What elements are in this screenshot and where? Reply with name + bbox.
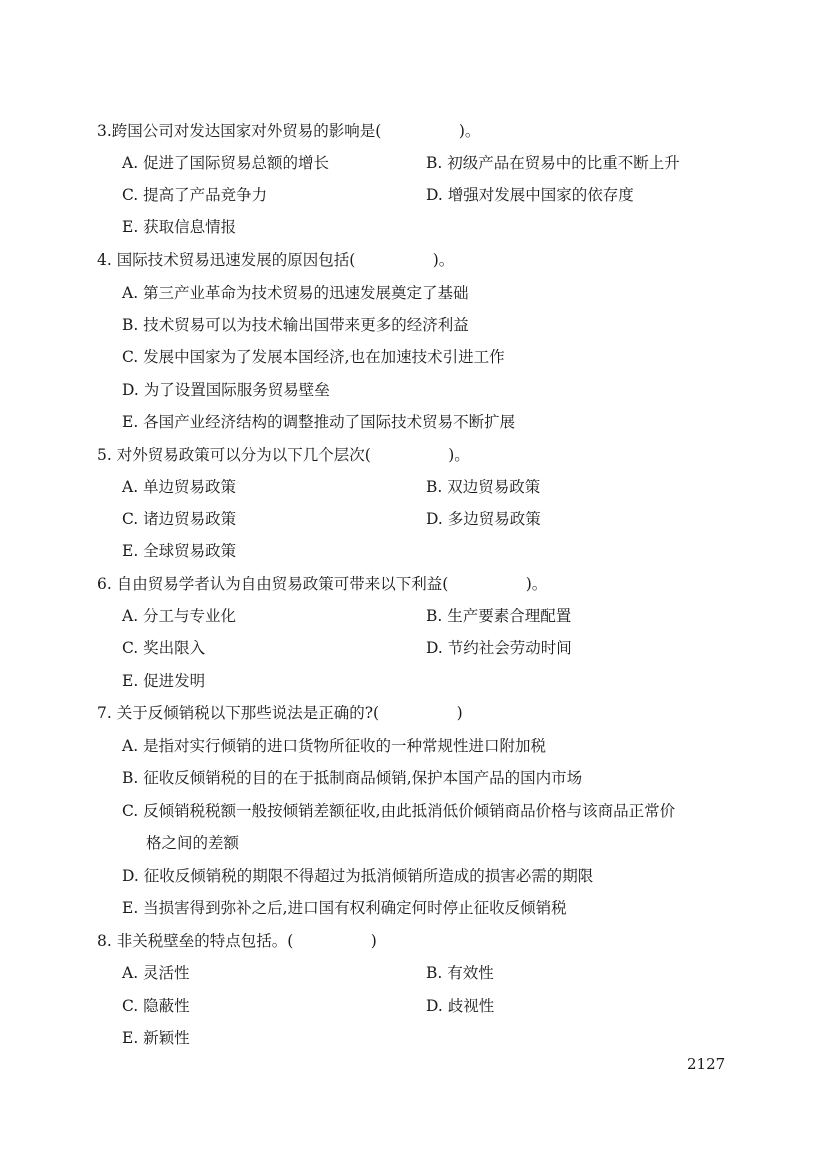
question-3-option-d: D. 增强对发展中国家的依存度 <box>426 186 634 204</box>
question-7-option-b: B. 征收反倾销税的目的在于抵制商品倾销,保护本国产品的国内市场 <box>122 769 583 787</box>
question-5-option-b: B. 双边贸易政策 <box>426 478 541 496</box>
question-3-stem: 3.跨国公司对发达国家对外贸易的影响是( )。 <box>97 122 481 140</box>
question-3-option-c: C. 提高了产品竞争力 <box>122 186 268 204</box>
question-6-option-a: A. 分工与专业化 <box>122 607 237 625</box>
question-8-option-b: B. 有效性 <box>426 964 494 982</box>
question-7-stem: 7. 关于反倾销税以下那些说法是正确的?( ) <box>97 704 463 722</box>
question-4-stem: 4. 国际技术贸易迅速发展的原因包括( )。 <box>97 251 455 269</box>
question-8-option-d: D. 歧视性 <box>426 997 495 1015</box>
question-7-option-d: D. 征收反倾销税的期限不得超过为抵消倾销所造成的损害必需的期限 <box>122 867 594 885</box>
question-7-option-c-continuation: 格之间的差额 <box>146 834 240 852</box>
question-7-option-c: C. 反倾销税税额一般按倾销差额征收,由此抵消低价倾销商品价格与该商品正常价 <box>122 802 676 820</box>
question-8-stem: 8. 非关税壁垒的特点包括。( ) <box>97 932 377 950</box>
question-3-option-a: A. 促进了国际贸易总额的增长 <box>122 154 330 172</box>
question-4-option-a: A. 第三产业革命为技术贸易的迅速发展奠定了基础 <box>122 284 469 302</box>
question-4-option-b: B. 技术贸易可以为技术输出国带来更多的经济利益 <box>122 316 469 334</box>
question-5-option-e: E. 全球贸易政策 <box>122 542 237 560</box>
question-5-option-d: D. 多边贸易政策 <box>426 510 541 528</box>
question-3-option-b: B. 初级产品在贸易中的比重不断上升 <box>426 154 680 172</box>
question-7-option-e: E. 当损害得到弥补之后,进口国有权利确定何时停止征收反倾销税 <box>122 899 567 917</box>
question-3-option-e: E. 获取信息情报 <box>122 218 237 236</box>
question-8-option-e: E. 新颖性 <box>122 1029 190 1047</box>
page-number: 2127 <box>687 1055 726 1073</box>
question-4-option-d: D. 为了设置国际服务贸易壁垒 <box>122 381 330 399</box>
question-4-option-c: C. 发展中国家为了发展本国经济,也在加速技术引进工作 <box>122 348 505 366</box>
question-4-option-e: E. 各国产业经济结构的调整推动了国际技术贸易不断扩展 <box>122 413 516 431</box>
question-5-option-a: A. 单边贸易政策 <box>122 478 237 496</box>
question-6-stem: 6. 自由贸易学者认为自由贸易政策可带来以下利益( )。 <box>97 575 548 593</box>
question-7-option-a: A. 是指对实行倾销的进口货物所征收的一种常规性进口附加税 <box>122 737 547 755</box>
question-6-option-b: B. 生产要素合理配置 <box>426 607 572 625</box>
question-6-option-c: C. 奖出限入 <box>122 639 206 657</box>
question-5-option-c: C. 诸边贸易政策 <box>122 510 237 528</box>
question-6-option-d: D. 节约社会劳动时间 <box>426 639 572 657</box>
question-6-option-e: E. 促进发明 <box>122 672 206 690</box>
question-5-stem: 5. 对外贸易政策可以分为以下几个层次( )。 <box>97 446 470 464</box>
question-8-option-c: C. 隐蔽性 <box>122 997 190 1015</box>
question-8-option-a: A. 灵活性 <box>122 964 190 982</box>
